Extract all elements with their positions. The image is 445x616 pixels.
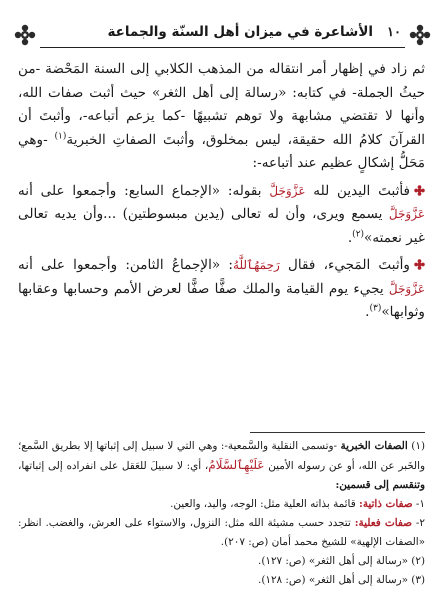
honorific: رَحِمَهُٱللَّهُ [233,258,280,272]
footnotes [18,437,425,590]
text-run: بقوله: «الإجماع السابع: وأجمعوا على أنه [18,182,270,199]
header-rule [40,47,405,48]
page-header [14,22,431,48]
footnote-text: ، أي: لا سبيلَ للعَقل على انفراده إلى إثباتها، [18,460,209,472]
text-run: يسمع ويرى، وأن له تعالى (يدين مبسوطتين) ...وأن يديه تعالى غير نعمته» [18,206,425,246]
footnote-subitem [18,514,425,552]
footnote-ref: (١) [54,130,67,141]
honorific: عَزَّوَجَلَّ [388,207,425,221]
item-term: صفات ذاتية: [358,498,413,510]
footnote: (٣) «رسالة إلى أهل الثغر» (ص: ١٢٨). [258,574,425,586]
item-number: ٢- [411,517,426,529]
footnote-separator [250,432,425,433]
item-text: قائمة بذاته العلية مثل: الوجه، واليد، والعين. [170,498,359,510]
text-run: فأثبتَ اليدين لله [305,182,410,199]
honorific: عَزَّوَجَلَّ [269,183,306,198]
text-run: . [347,229,353,246]
footnote-emphasis: وتنقسم إلى قسمين: [335,479,425,491]
item-number: ١- [412,498,425,510]
paragraph [18,58,425,176]
paragraph [18,180,425,251]
footnote-subitem [18,495,425,514]
flower-bullet-icon [414,259,425,270]
text-run: . [365,304,370,320]
honorific: عَلَيْهِٱلسَّلَامُ [208,458,265,472]
running-title: الأشاعرة في ميزان أهل السنّة والجماعة [107,24,373,40]
text-run: يجيء يوم القيامة والملك صفًّا صفًّا لعرض الأمم وحسابها وعقابها وثوابها» [18,280,425,320]
item-text: تتجدد حسب مشيئة الله مثل: النزول، والاستواء على العرش، والغضب. انظر: «الصفات الإلهية» للشيخ محمد أمان (ص: ٢٠٧). [18,517,425,548]
page-number: ١٠ [387,25,401,40]
footnote-ref: (٣) [369,303,382,314]
footnote-text: -وتسمى النقلية والسَّمعية-: وهي التي لا سبيل إلى إثباتها إلا بطريق السَّمع؛ والخَبر عن الله، أو عن رسوله الأمين [18,440,425,472]
ornament-icon [409,24,431,46]
honorific: عَزَّوَجَلَّ [388,281,425,296]
paragraph [18,254,425,325]
footnote: (٢) «رسالة إلى أهل الثغر» (ص: ١٢٧). [258,555,425,567]
ornament-icon [14,24,36,46]
text-run: وأثبتَ المَجيء، فقال [279,257,410,273]
footnote [18,437,425,495]
flower-bullet-icon [414,185,425,196]
footnote-term: الصفات الخبرية [340,440,408,452]
text-run: ثم زاد في إظهار أمر انتقاله من المذهب الكلابي إلى السنة المَحْضة -من حيثُ الجملة- في كتابه: «رسالة إلى أهل الثغر» حيث أثبت صفات الله، وأنها لا تقتضي مشابهة ولا توهم تشبيهًا -كما يزعم أتباعه-، وأثبتَ أن القرآنَ كلامُ الله حقيقة، ليس بمخلوق، وأثبتَ الصفاتِ الخبرية [18,61,425,148]
item-term: صفات فعلية: [354,517,412,529]
footnote-ref: (٢) [352,228,365,239]
text-run: : «الإجماعُ الثامن: وأجمعوا على أنه [18,257,234,273]
text-run: -وهي مَحَلُّ إشكالٍ عظيم عند أتباعه-: [18,131,425,171]
main-text [18,58,425,325]
footnote-number: (١) [411,440,426,452]
